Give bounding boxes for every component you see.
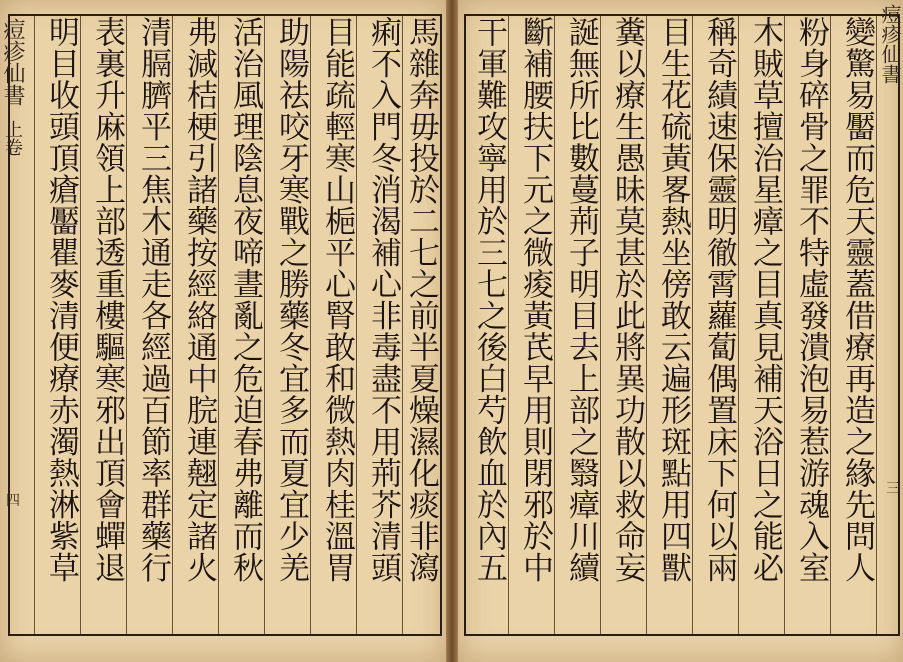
left-column-9: 明目收頭頂瘡靨瞿麥清便療赤濁熱淋紫草 [43,16,79,583]
right-page-number: 三 [886,481,900,497]
right-page [458,0,903,662]
left-volume-label: 上卷 [2,120,23,156]
right-column-1: 變驚易靨而危天靈蓋借療再造之緣先問人 [839,16,875,583]
right-column-3: 木賊草擅治星瘴之目真見補天浴日之能必 [747,16,783,583]
right-column-8: 斷補腰扶下元之微痠黃芪早用則閉邪於中 [517,16,553,583]
left-column-4: 助陽祛咬牙寒戰之勝藥冬宜多而夏宜少羌 [273,16,309,583]
left-column-6: 弗減桔梗引諸藥按經絡通中脘連翹定諸火 [181,16,217,583]
right-column-7: 誕無所比數蔓荊子明目去上部之翳瘴川續 [563,16,599,583]
right-column-6: 糞以療生愚昧莫甚於此將異功散以救命妄 [609,16,645,583]
left-column-1: 馬雜奔毋投於二七之前半夏燥濕化痰非瀉 [403,16,439,583]
left-column-3: 目能疏輕寒山梔平心腎敢和微熱肉桂溫胃 [319,16,355,583]
left-column-5: 活治風理陰息夜啼晝亂之危迫春弗離而秋 [227,16,263,583]
right-column-4: 稱奇績速保靈明徹霄蘿蔔偶置床下何以兩 [701,16,737,583]
right-column-5: 目生花硫黃畧熱坐傍敢云遍形斑點用四獸 [655,16,691,583]
left-page [0,0,446,662]
right-margin-title: 痘疹仙書 [878,4,902,84]
left-column-2: 痢不入門冬消渴補心非毒盡不用荊芥清頭 [365,16,401,583]
left-text-frame [8,14,442,636]
left-column-8: 表裏升麻領上部透重樓驅寒邪出頂會蟬退 [89,16,125,583]
right-column-2: 粉身碎骨之罪不特虛發潰泡易惹游魂入室 [793,16,829,583]
left-column-7: 清膈臍平三焦木通走各經過百節率群藥行 [135,16,171,583]
right-text-frame [464,14,900,636]
left-page-number: 四 [6,493,20,509]
left-margin-title: 痘疹仙書 [0,18,25,106]
book-gutter [446,0,458,662]
right-column-9: 干軍難攻寧用於三七之後白芍飲血於內五 [471,16,507,583]
